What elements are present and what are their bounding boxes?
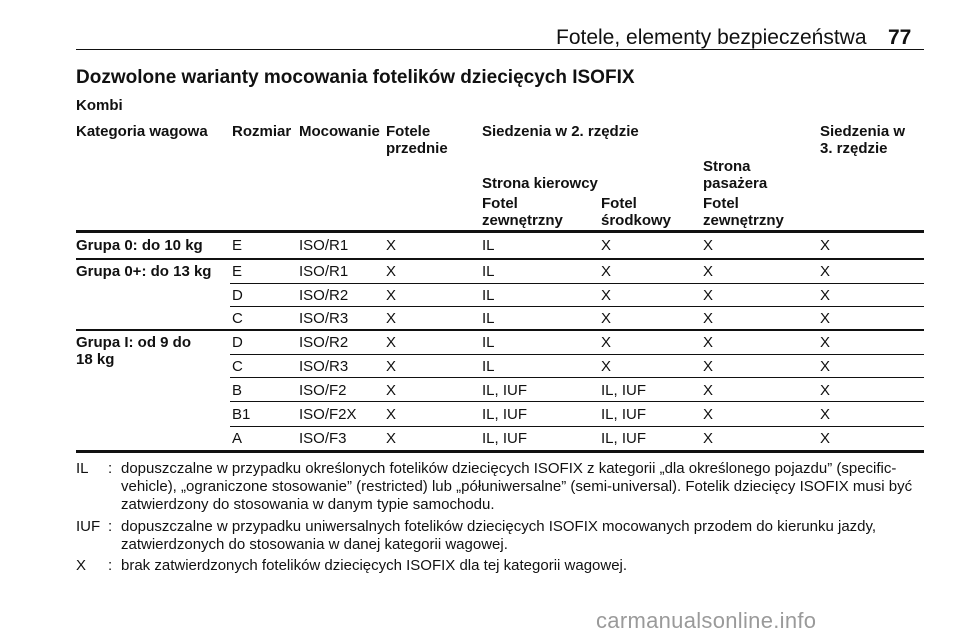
row-divider [230,401,924,402]
col-header-mounting: Mocowanie [299,123,380,140]
cell-row3: X [820,358,831,375]
cell-middle: X [601,334,612,351]
group-label: Grupa 0+: do 13 kg [76,263,212,280]
cell-outer-2: X [703,382,714,399]
cell-size: C [232,310,243,327]
cell-mounting: ISO/F2X [299,406,357,423]
cell-size: D [232,287,243,304]
running-title: Fotele, elementy bezpieczeństwa [556,26,867,49]
cell-outer-1: IL [482,358,495,375]
cell-mounting: ISO/R1 [299,263,349,280]
row-divider [230,283,924,284]
cell-front: X [386,237,397,254]
legend-colon: : [108,557,113,574]
cell-outer-2: X [703,358,714,375]
col-header-weight: Kategoria wagowa [76,123,208,140]
cell-row3: X [820,406,831,423]
cell-mounting: ISO/R1 [299,237,349,254]
row-divider [230,377,924,378]
col-header-middle-seat: Fotel środkowy [601,195,672,229]
cell-front: X [386,263,397,280]
col-header-row2: Siedzenia w 2. rzędzie [482,123,639,140]
cell-row3: X [820,310,831,327]
cell-row3: X [820,263,831,280]
row-divider [230,306,924,307]
cell-front: X [386,310,397,327]
cell-size: C [232,358,243,375]
cell-front: X [386,287,397,304]
cell-front: X [386,430,397,447]
header-rule [76,49,924,50]
cell-middle: X [601,287,612,304]
cell-outer-1: IL [482,310,495,327]
cell-middle: X [601,310,612,327]
cell-outer-1: IL [482,334,495,351]
cell-size: E [232,263,243,280]
col-header-size: Rozmiar [232,123,292,140]
col-header-front: Fotele przednie [386,123,448,157]
legend-key: IL [76,460,89,477]
cell-middle: IL, IUF [601,382,647,399]
cell-outer-1: IL, IUF [482,382,528,399]
legend-key: X [76,557,87,574]
cell-mounting: ISO/F2 [299,382,347,399]
col-header-driver-side: Strona kierowcy [482,175,598,192]
cell-mounting: ISO/R3 [299,358,349,375]
cell-mounting: ISO/R3 [299,310,349,327]
cell-row3: X [820,287,831,304]
cell-size: D [232,334,243,351]
cell-middle: X [601,237,612,254]
cell-outer-1: IL, IUF [482,406,528,423]
row-divider [230,354,924,355]
cell-outer-2: X [703,334,714,351]
cell-row3: X [820,382,831,399]
cell-row3: X [820,237,831,254]
group-label: Grupa I: od 9 do 18 kg [76,334,191,368]
cell-front: X [386,406,397,423]
legend-key: IUF [76,518,101,535]
table-header-rule [76,230,924,233]
legend-colon: : [108,518,113,535]
cell-outer-2: X [703,430,714,447]
cell-size: E [232,237,243,254]
group-divider [76,258,924,260]
section-title: Dozwolone warianty mocowania fotelików dziecięcych ISOFIX [76,67,635,88]
cell-outer-1: IL, IUF [482,430,528,447]
cell-front: X [386,382,397,399]
cell-mounting: ISO/R2 [299,334,349,351]
watermark: carmanualsonline.info [596,608,817,633]
row-divider [230,426,924,427]
cell-middle: X [601,358,612,375]
cell-row3: X [820,334,831,351]
cell-size: B1 [232,406,251,423]
cell-middle: IL, IUF [601,430,647,447]
cell-front: X [386,358,397,375]
legend-text: brak zatwierdzonych fotelików dziecięcych ISOFIX dla tej kategorii wagowej. [121,557,628,574]
cell-middle: IL, IUF [601,406,647,423]
col-header-outer-seat-2: Fotel zewnętrzny [703,195,784,229]
legend-text: dopuszczalne w przypadku uniwersalnych fotelików dziecięcych ISOFIX mocowanych przodem do kierunku jazdy, zatwierdzonych do stosowania w danej kategorii wagowej. [121,518,877,553]
cell-outer-1: IL [482,237,495,254]
cell-outer-2: X [703,237,714,254]
legend-text: dopuszczalne w przypadku określonych fotelików dziecięcych ISOFIX z kategorii „dla określonego pojazdu” (specific-vehicle), „ograniczone stosowanie” (restricted) lub „półuniwersalne” (semi-universal). Fotelik dziecięcy ISOFIX musi być zatwierdzony do stosowania w danym typie samochodu. [121,460,913,513]
legend-colon: : [108,460,113,477]
col-header-row3: Siedzenia w 3. rzędzie [820,123,906,157]
cell-size: A [232,430,243,447]
cell-outer-1: IL [482,263,495,280]
cell-outer-2: X [703,310,714,327]
group-divider [76,329,924,331]
group-label: Grupa 0: do 10 kg [76,237,203,254]
cell-outer-2: X [703,263,714,280]
cell-middle: X [601,263,612,280]
cell-mounting: ISO/F3 [299,430,347,447]
cell-outer-2: X [703,406,714,423]
col-header-passenger-side: Strona pasażera [703,158,768,192]
page-number: 77 [888,26,912,49]
cell-mounting: ISO/R2 [299,287,349,304]
cell-outer-1: IL [482,287,495,304]
cell-row3: X [820,430,831,447]
cell-size: B [232,382,243,399]
cell-front: X [386,334,397,351]
col-header-outer-seat-1: Fotel zewnętrzny [482,195,563,229]
section-subtitle: Kombi [76,97,123,114]
cell-outer-2: X [703,287,714,304]
table-bottom-rule [76,450,924,453]
